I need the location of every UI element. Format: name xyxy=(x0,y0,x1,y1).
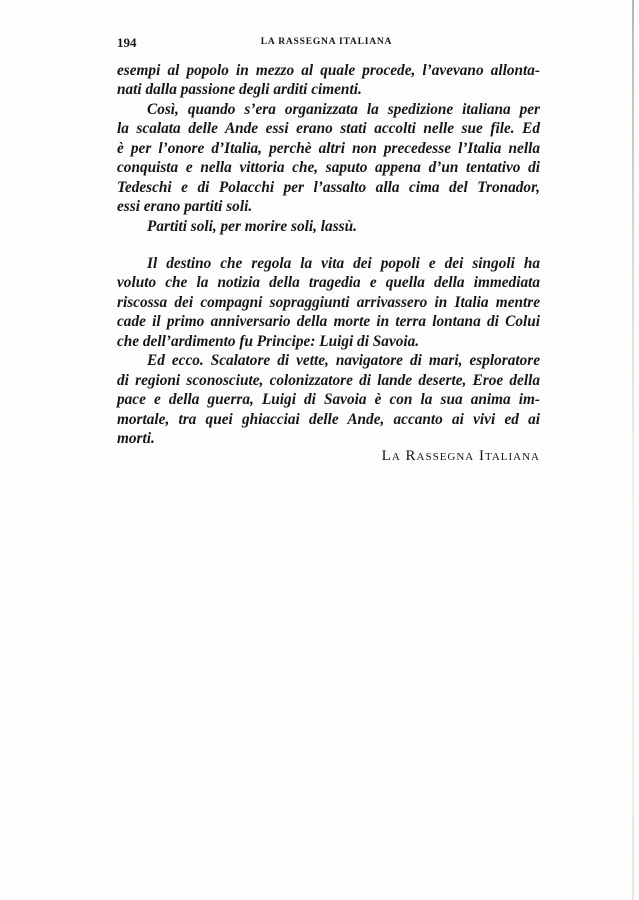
text-line: riscossa dei compagni sopraggiunti arrivassero in Italia mentre xyxy=(117,294,540,311)
text-line: mortale, tra quei ghiacciai delle Ande, accanto ai vivi ed ai xyxy=(117,411,540,428)
text-line: che dell’ardimento fu Principe: Luigi di Savoia. xyxy=(117,333,420,350)
text-line: pace e della guerra, Luigi di Savoia è con la sua anima im- xyxy=(117,391,540,408)
text-line: essi erano partiti soli. xyxy=(117,198,253,215)
text-line: è per l’onore d’Italia, perchè altri non precedesse l’Italia nella xyxy=(117,140,540,157)
text-line: Il destino che regola la vita dei popoli e dei singoli ha xyxy=(147,255,540,272)
text-line: Tedeschi e di Polacchi per l’assalto alla cima del Tronador, xyxy=(117,179,540,196)
text-line: Ed ecco. Scalatore di vette, navigatore di mari, esploratore xyxy=(147,352,540,369)
text-line: Partiti soli, per morire soli, lassù. xyxy=(147,218,357,235)
text-line: di regioni sconosciute, colonizzatore di lande deserte, Eroe della xyxy=(117,372,540,389)
text-line: nati dalla passione degli arditi cimenti. xyxy=(117,81,362,98)
text-line: conquista e nella vittoria che, saputo appena d’un tentativo di xyxy=(117,159,540,176)
page-number: 194 xyxy=(117,35,137,50)
signature: La Rassegna Italiana xyxy=(381,448,540,464)
text-line: voluto che la notizia della tragedia e quella della immediata xyxy=(117,274,540,291)
scan-edge xyxy=(632,0,634,900)
text-line: la scalata delle Ande essi erano stati accolti nelle sue file. Ed xyxy=(117,120,540,137)
text-line: cade il primo anniversario della morte in terra lontana di Colui xyxy=(117,313,540,330)
text-line: morti. xyxy=(117,430,155,447)
text-line: Così, quando s’era organizzata la spedizione italiana per xyxy=(147,101,540,118)
running-title: LA RASSEGNA ITALIANA xyxy=(260,37,393,47)
text-line: esempi al popolo in mezzo al quale procede, l’avevano allonta- xyxy=(117,62,540,79)
